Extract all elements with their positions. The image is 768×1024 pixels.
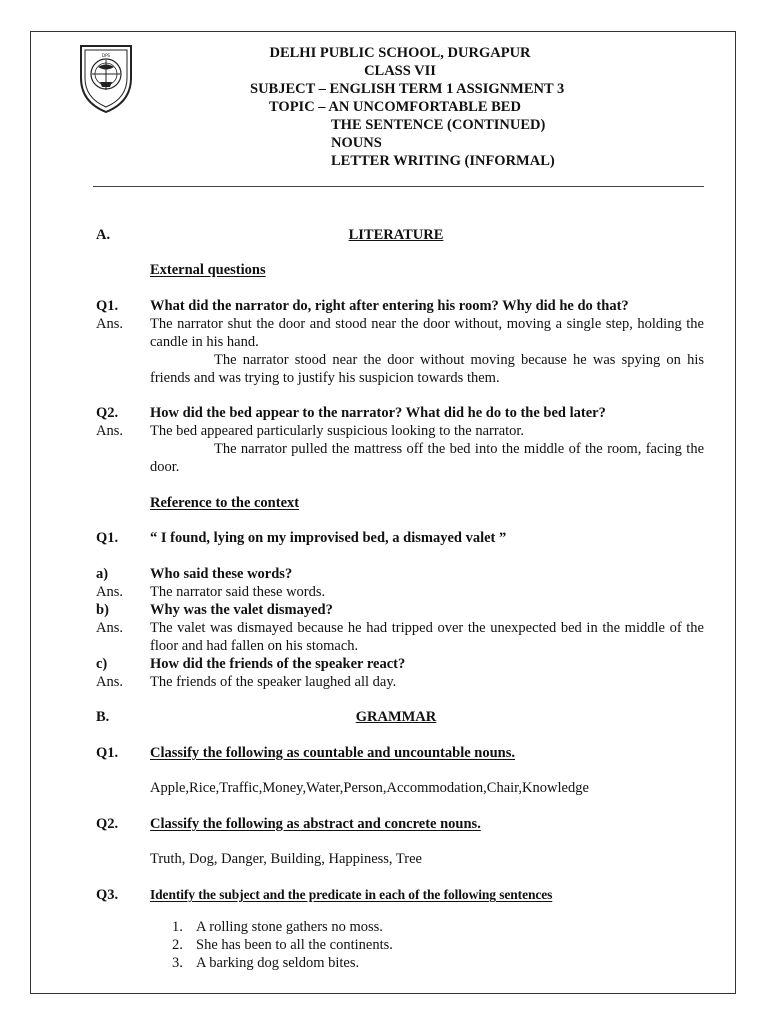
rtc-a-label: a) [96, 566, 109, 582]
rtc-c-ans-label: Ans. [96, 674, 123, 690]
list-item-text: A barking dog seldom bites. [196, 955, 360, 971]
external-questions-heading: External questions [150, 262, 266, 278]
section-b-label: B. [96, 709, 110, 725]
q2-ans-label: Ans. [96, 423, 123, 439]
q2-answer-p1: The bed appeared particularly suspicious looking to the narrator. [150, 423, 525, 439]
section-a-label: A. [96, 227, 111, 243]
topic-line: TOPIC – AN UNCOMFORTABLE BED [269, 99, 521, 115]
rtc-a-ans-label: Ans. [96, 584, 123, 600]
grammar-q2-question: Classify the following as abstract and concrete nouns. [150, 816, 481, 832]
q1-label: Q1. [96, 298, 119, 314]
rtc-a-question: Who said these words? [150, 566, 293, 582]
q1-answer-p1: The narrator shut the door and stood near the door without, moving a single step, holding the candle in his hand. [150, 316, 704, 350]
section-b-title: GRAMMAR [355, 709, 437, 725]
rtc-b-answer: The valet was dismayed because he had tripped over the unexpected bed in the middle of the floor and had fallen on his stomach. [150, 620, 704, 654]
grammar-q2-label: Q2. [96, 816, 119, 832]
rtc-a-answer: The narrator said these words. [150, 584, 326, 600]
list-item [172, 936, 393, 954]
list-item-text: She has been to all the continents. [196, 937, 393, 953]
list-item [172, 918, 393, 936]
abstract-word-list: Truth, Dog, Danger, Building, Happiness, Tree [150, 851, 422, 867]
topic-line-4: LETTER WRITING (INFORMAL) [331, 153, 555, 169]
section-a-title: LITERATURE [348, 227, 444, 243]
list-item-number: 2. [172, 937, 183, 953]
q1-question: What did the narrator do, right after entering his room? Why did he do that? [150, 298, 629, 314]
sentence-list [172, 918, 393, 972]
q2-answer-p2: The narrator pulled the mattress off the bed into the middle of the room, facing the door. [150, 441, 704, 475]
rtc-heading: Reference to the context [150, 495, 300, 511]
countable-word-list: Apple,Rice,Traffic,Money,Water,Person,Accommodation,Chair,Knowledge [150, 780, 589, 796]
topic-line-3: NOUNS [331, 135, 382, 151]
q2-question: How did the bed appear to the narrator? What did he do to the bed later? [150, 405, 606, 421]
rtc-c-answer: The friends of the speaker laughed all day. [150, 674, 397, 690]
grammar-q3-question: Identify the subject and the predicate in each of the following sentences [150, 887, 553, 902]
rtc-b-ans-label: Ans. [96, 620, 123, 636]
list-item-number: 1. [172, 919, 183, 935]
q1-answer-p2: The narrator stood near the door without moving because he was spying on his friends and was trying to justify his suspicion towards them. [150, 352, 704, 386]
rtc-c-label: c) [96, 656, 108, 672]
header-divider [93, 186, 704, 187]
school-crest-logo [77, 40, 135, 114]
rtc-b-question: Why was the valet dismayed? [150, 602, 333, 618]
grammar-q1-label: Q1. [96, 745, 119, 761]
subject-line: SUBJECT – ENGLISH TERM 1 ASSIGNMENT 3 [250, 81, 565, 97]
grammar-q3-label: Q3. [96, 887, 119, 903]
rtc-b-label: b) [96, 602, 109, 618]
rtc-c-question: How did the friends of the speaker react? [150, 656, 406, 672]
svg-text:DPS: DPS [101, 53, 111, 58]
list-item [172, 954, 393, 972]
school-name: DELHI PUBLIC SCHOOL, DURGAPUR [269, 45, 531, 61]
list-item-text: A rolling stone gathers no moss. [196, 919, 383, 935]
q2-label: Q2. [96, 405, 119, 421]
topic-line-2: THE SENTENCE (CONTINUED) [331, 117, 546, 133]
class-line: CLASS VII [364, 63, 436, 79]
rtc-quote: “ I found, lying on my improvised bed, a dismayed valet ” [150, 530, 507, 546]
grammar-q1-question: Classify the following as countable and uncountable nouns. [150, 745, 515, 761]
rtc-q1-label: Q1. [96, 530, 119, 546]
q1-ans-label: Ans. [96, 316, 123, 332]
list-item-number: 3. [172, 955, 183, 971]
